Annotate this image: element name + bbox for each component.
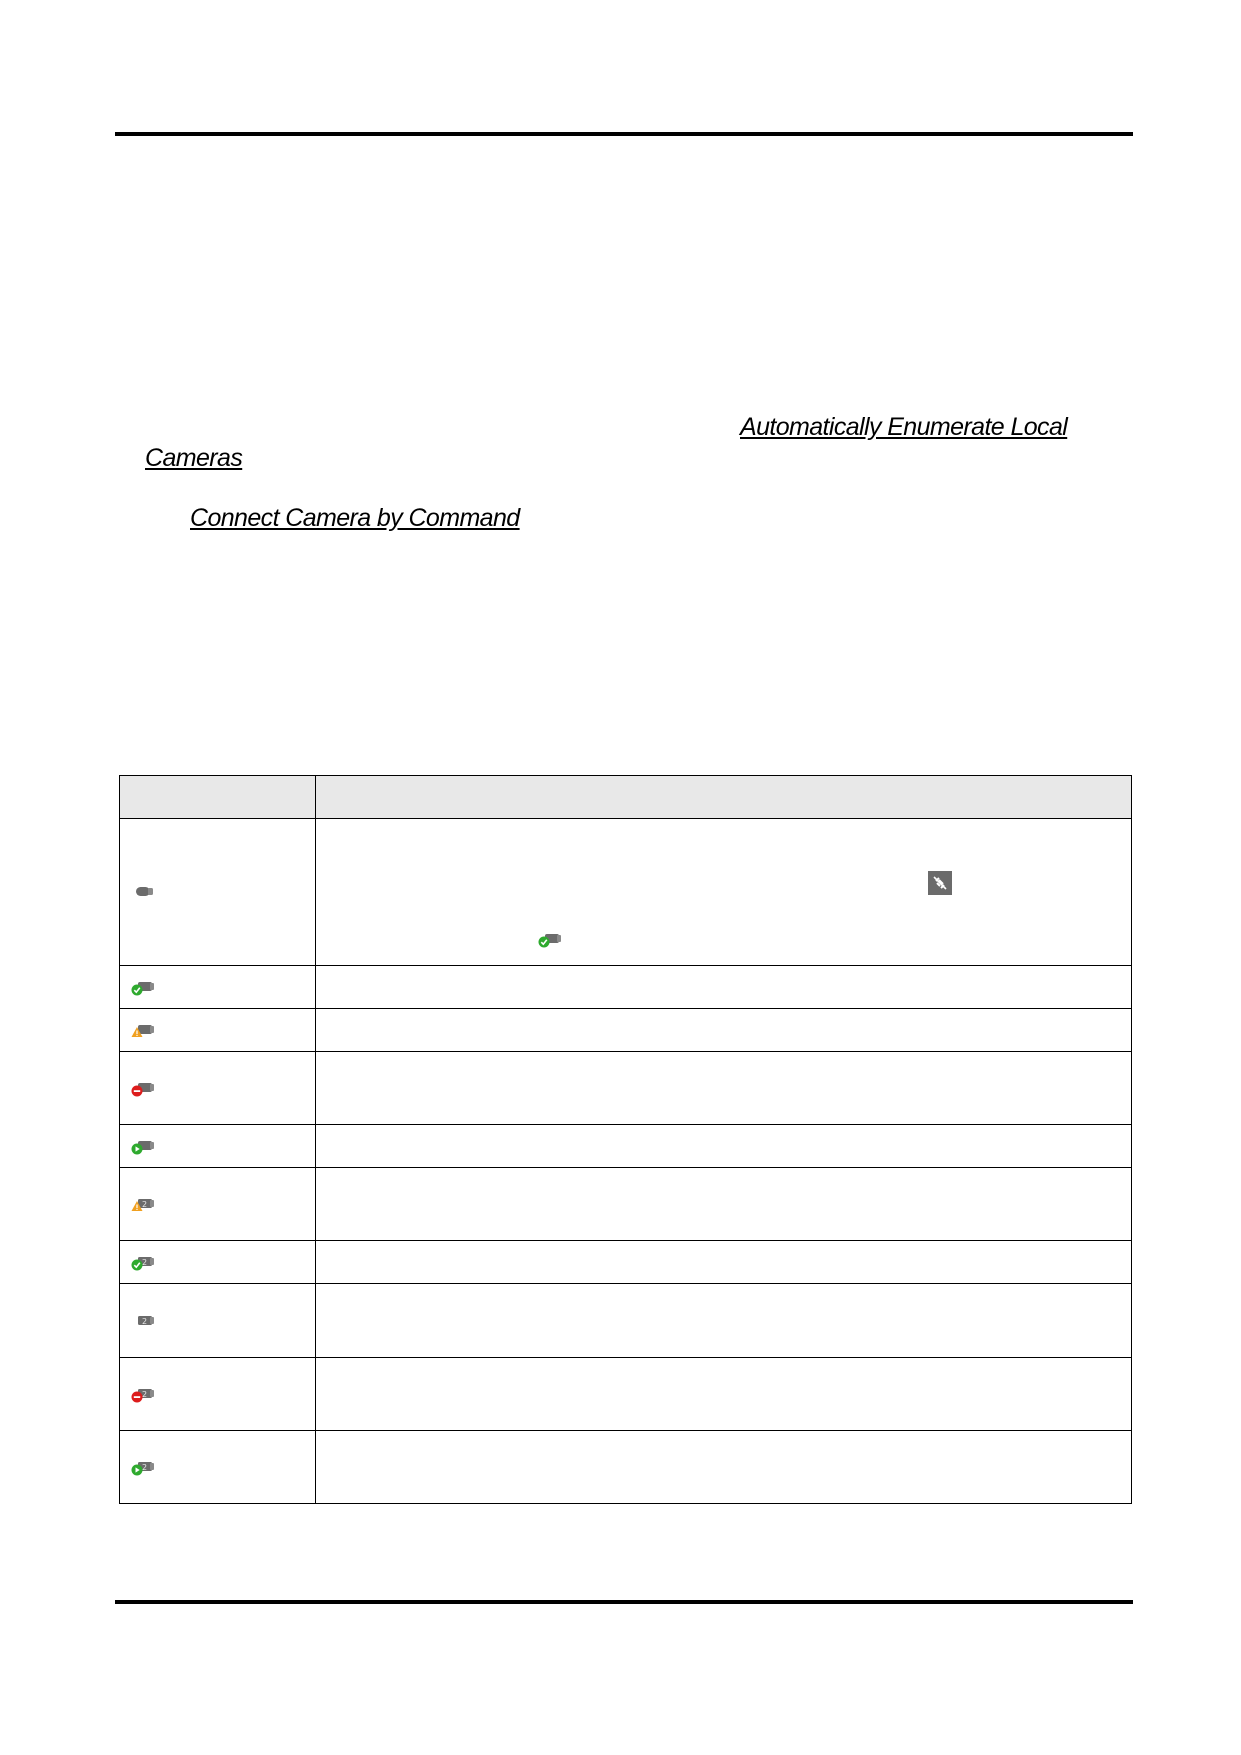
status-description-cell [316, 1241, 1132, 1284]
status-description-cell [316, 1125, 1132, 1168]
table-row [120, 1358, 1132, 1431]
camera-multi-offline-icon [130, 1311, 160, 1331]
status-icon-cell [120, 1431, 316, 1504]
status-icon-cell [120, 1358, 316, 1431]
table-row [120, 1052, 1132, 1125]
link-auto-enumerate[interactable]: Automatically Enumerate Local [740, 413, 1068, 441]
camera-multi-error-icon [130, 1384, 160, 1404]
status-description-cell [316, 1168, 1132, 1241]
footer-rule [115, 1600, 1133, 1604]
status-icon-cell [120, 1052, 316, 1125]
camera-connected-inline-icon [537, 929, 567, 949]
status-description-cell [316, 966, 1132, 1009]
camera-acquiring-icon [130, 1136, 160, 1156]
camera-error-icon [130, 1078, 160, 1098]
status-icon-cell [120, 1009, 316, 1052]
status-description-cell [316, 1009, 1132, 1052]
camera-warning-icon [130, 1020, 160, 1040]
camera-offline-icon [130, 882, 160, 902]
status-description-cell [316, 1284, 1132, 1358]
status-description-cell [316, 1052, 1132, 1125]
camera-multi-connected-icon [130, 1252, 160, 1272]
status-description-cell [316, 1358, 1132, 1431]
link-auto-enumerate-cont[interactable]: Cameras [145, 444, 243, 472]
status-icon-cell [120, 966, 316, 1009]
header-description-col [316, 776, 1132, 819]
table-row [120, 1125, 1132, 1168]
table-header-row [120, 776, 1132, 819]
status-icon-cell [120, 1241, 316, 1284]
status-icon-cell [120, 1284, 316, 1358]
camera-connected-icon [130, 977, 160, 997]
camera-status-table [119, 775, 1132, 1504]
disconnect-plug-icon [928, 871, 952, 895]
table-row [120, 1241, 1132, 1284]
status-description-cell [316, 819, 1132, 966]
status-icon-cell [120, 1125, 316, 1168]
table-row [120, 966, 1132, 1009]
table-row [120, 1009, 1132, 1052]
table-row [120, 1168, 1132, 1241]
status-icon-cell [120, 819, 316, 966]
status-description-cell [316, 1431, 1132, 1504]
header-rule [115, 132, 1133, 136]
camera-multi-acquiring-icon [130, 1457, 160, 1477]
link-connect-by-command[interactable]: Connect Camera by Command [190, 504, 520, 532]
status-icon-cell [120, 1168, 316, 1241]
table-row [120, 1431, 1132, 1504]
camera-multi-warning-icon [130, 1194, 160, 1214]
table-row [120, 1284, 1132, 1358]
table-row [120, 819, 1132, 966]
header-icon-col [120, 776, 316, 819]
